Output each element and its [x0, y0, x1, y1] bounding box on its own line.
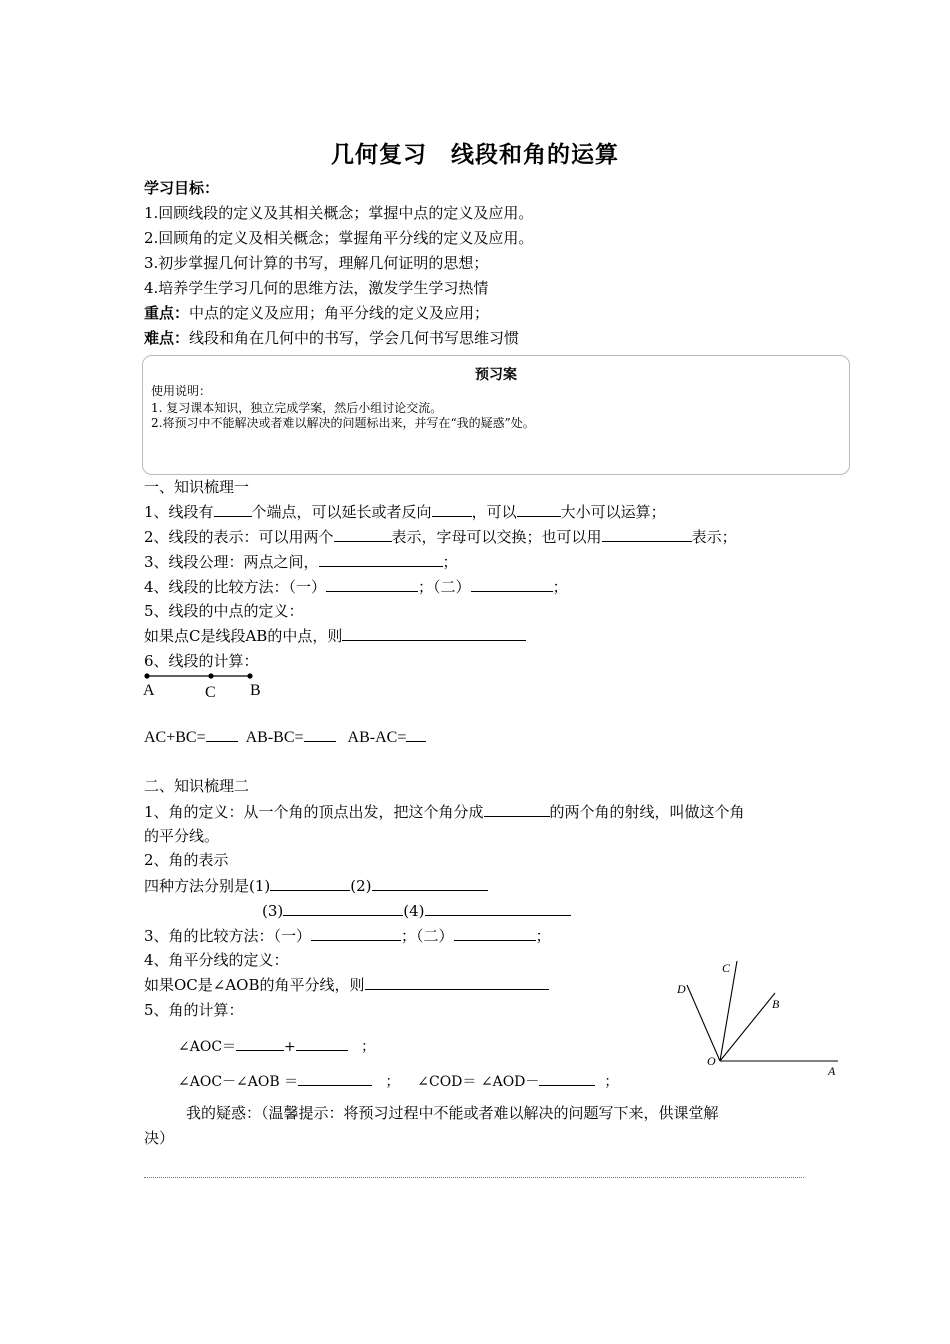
answer-blank[interactable] — [432, 501, 472, 517]
objectives-heading: 学习目标： — [144, 179, 220, 197]
answer-blank[interactable] — [406, 726, 426, 742]
angle-q2: 2、角的表示 — [144, 851, 229, 869]
preview-title: 预习案 — [475, 367, 517, 383]
point-c — [208, 673, 213, 678]
angle-q5: 5、角的计算： — [144, 1001, 244, 1019]
answer-blank[interactable] — [334, 526, 392, 542]
angle-q2b: (3) (4) — [262, 900, 571, 921]
answer-blank[interactable] — [454, 925, 536, 941]
answer-blank[interactable] — [539, 1070, 595, 1086]
ray-oc — [720, 961, 737, 1061]
segment-q2: 2、线段的表示：可以用两个 表示，字母可以交换；也可以用 表示； — [144, 528, 737, 546]
segment-q1: 1、线段有 个端点，可以延长或者反向 ，可以 大小可以运算； — [144, 503, 666, 521]
objective-item: 4.培养学生学习几何的思维方法，激发学生学习热情 — [144, 279, 489, 297]
angle-q4b: 如果OC是∠AOB的角平分线，则 — [144, 974, 549, 995]
segment-q6: 6、线段的计算： — [144, 652, 259, 670]
label-a: A — [828, 1064, 836, 1078]
answer-blank[interactable] — [602, 526, 692, 542]
angle-calc1: ∠AOC＝ + ； — [178, 1035, 375, 1057]
answer-blank[interactable] — [214, 501, 252, 517]
answer-blank[interactable] — [296, 1035, 348, 1051]
preview-line: 2.将预习中不能解决或者难以解决的问题标出来，并写在“我的疑惑”处。 — [151, 416, 535, 430]
page-title: 几何复习 线段和角的运算 — [331, 141, 619, 168]
label-a: A — [143, 682, 155, 699]
point-a — [144, 673, 149, 678]
doubt-line2: 决） — [144, 1129, 175, 1147]
preview-line: 1. 复习课本知识，独立完成学案，然后小组讨论交流。 — [151, 401, 443, 415]
answer-blank[interactable] — [206, 726, 238, 742]
segment-q3: 3、线段公理：两点之间， ； — [144, 553, 458, 571]
label-c: C — [205, 684, 216, 701]
answer-blank[interactable] — [484, 801, 550, 817]
segment-q5: 5、线段的中点的定义： — [144, 602, 304, 620]
label-c: C — [722, 961, 731, 975]
angle-q1: 1、角的定义：从一个角的顶点出发，把这个角分成 的两个角的射线，叫做这个角 — [144, 803, 745, 821]
segment-q5b: 如果点C是线段AB的中点，则 — [144, 625, 526, 646]
answer-blank[interactable] — [342, 625, 526, 641]
answer-blank[interactable] — [326, 576, 418, 592]
angle-q3: 3、角的比较方法：（一） ；（二） ； — [144, 927, 551, 945]
label-b: B — [772, 997, 780, 1011]
section2-heading: 二、知识梳理二 — [144, 777, 250, 795]
objective-item: 3.初步掌握几何计算的书写，理解几何证明的思想； — [144, 254, 489, 272]
angle-q1b: 的平分线。 — [144, 827, 220, 845]
angle-q4: 4、角平分线的定义： — [144, 951, 289, 969]
label-d: D — [677, 982, 686, 996]
segment-diagram — [140, 668, 270, 702]
point-b — [247, 673, 252, 678]
ray-od — [687, 985, 720, 1061]
answer-blank[interactable] — [283, 900, 403, 916]
answer-blank[interactable] — [236, 1035, 284, 1051]
dotted-divider — [144, 1177, 804, 1178]
answer-blank[interactable] — [372, 875, 488, 891]
preview-line: 使用说明： — [151, 384, 212, 398]
key-points: 重点：中点的定义及应用；角平分线的定义及应用； — [144, 304, 490, 322]
segment-calc: AC+BC= AB-BC= AB-AC= — [144, 726, 426, 748]
answer-blank[interactable] — [311, 925, 401, 941]
answer-blank[interactable] — [517, 501, 561, 517]
objective-item: 1.回顾线段的定义及其相关概念；掌握中点的定义及应用。 — [144, 204, 534, 222]
doubt-line1: 我的疑惑：（温馨提示：将预习过程中不能或者难以解决的问题写下来，供课堂解 — [186, 1104, 719, 1122]
label-o: O — [707, 1054, 716, 1068]
label-b: B — [250, 682, 261, 699]
answer-blank[interactable] — [425, 900, 571, 916]
answer-blank[interactable] — [319, 551, 443, 567]
preview-box — [142, 355, 850, 475]
angle-q2a: 四种方法分别是(1) (2) — [144, 875, 488, 896]
angle-diagram — [670, 955, 850, 1080]
answer-blank[interactable] — [471, 576, 553, 592]
answer-blank[interactable] — [298, 1070, 372, 1086]
objective-item: 2.回顾角的定义及相关概念；掌握角平分线的定义及应用。 — [144, 229, 534, 247]
section1-heading: 一、知识梳理一 — [144, 478, 250, 496]
answer-blank[interactable] — [304, 726, 336, 742]
segment-q4: 4、线段的比较方法：（一） ；（二） ； — [144, 578, 568, 596]
ray-ob — [720, 993, 775, 1061]
difficult-points: 难点：线段和角在几何中的书写，学会几何书写思维习惯 — [144, 329, 520, 347]
answer-blank[interactable] — [270, 875, 350, 891]
answer-blank[interactable] — [365, 974, 549, 990]
angle-calc2: ∠AOC－∠AOB ＝ ； ∠COD＝ ∠AOD－ ； — [178, 1070, 618, 1092]
